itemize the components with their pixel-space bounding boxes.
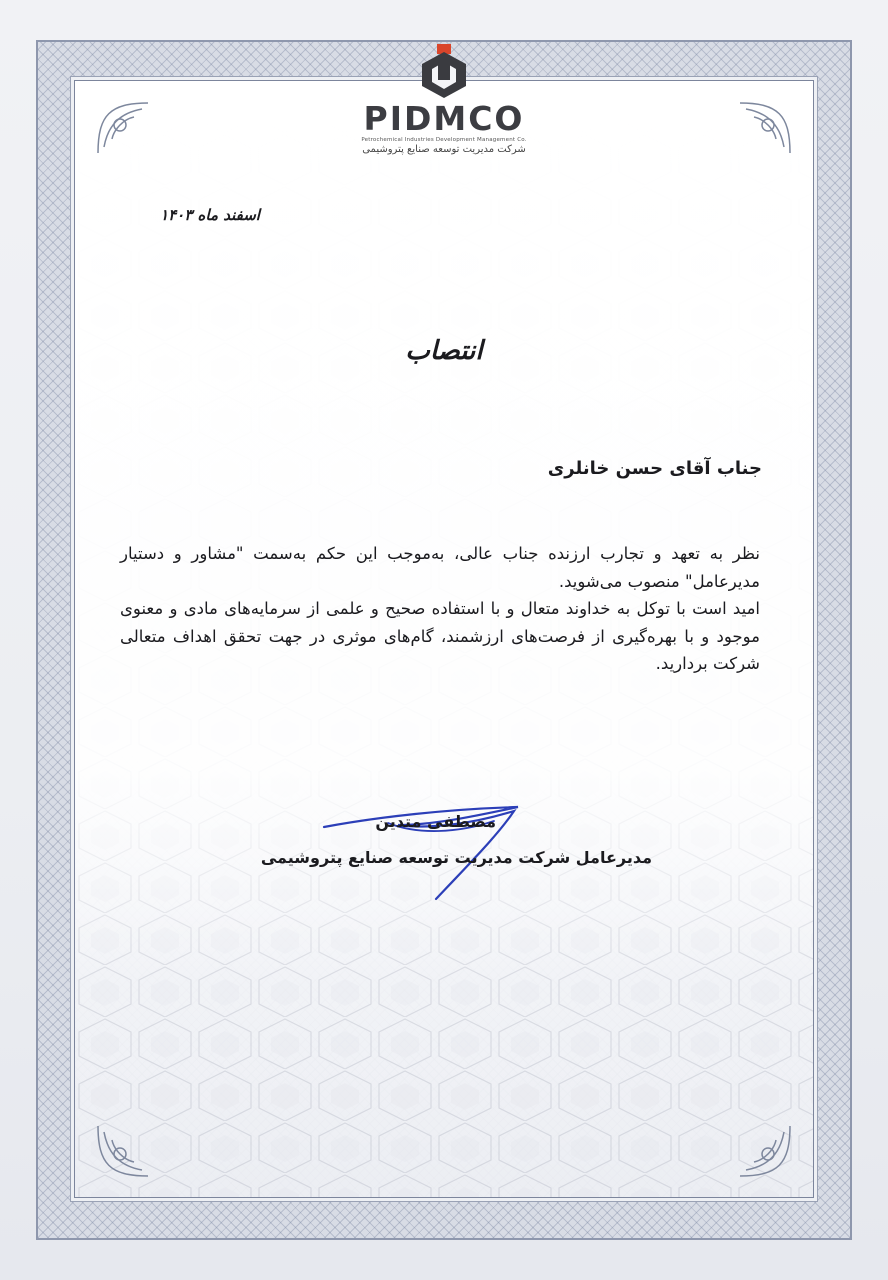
company-logo	[0, 44, 888, 155]
letter-body	[120, 540, 760, 678]
corner-ornament-icon	[732, 1118, 798, 1184]
signer-title: مدیرعامل شرکت مدیریت توسعه صنایع پتروشیمی	[260, 848, 652, 867]
body-paragraph: نظر به تعهد و تجارب ارزنده جناب عالی، به‌موجب این حکم به‌سمت "مشاور و دستیار مدیرعامل" منصوب می‌شوید.	[120, 544, 760, 591]
corner-ornament-icon	[90, 1118, 156, 1184]
logo-subtitle-fa: شرکت مدیریت توسعه صنایع پتروشیمی	[362, 144, 526, 155]
pidmco-logo-icon	[418, 44, 470, 100]
signer-name: مصطفی متدین	[375, 812, 496, 831]
recipient-line: جناب آقای حسن خانلری	[547, 458, 762, 479]
logo-subtitle-en: Petrochemical Industries Development Management Co.	[361, 137, 527, 143]
letter-title: انتصاب	[405, 336, 483, 366]
body-paragraph: امید است با توکل به خداوند متعال و با استفاده صحیح و علمی از سرمایه‌های مادی و معنوی موجود و با بهره‌گیری از فرصت‌های ارزشمند، گام‌های موثری در جهت تحقق اهداف متعالی شرکت بردارید.	[120, 599, 760, 673]
letter-date: اسفند ماه ۱۴۰۳	[160, 206, 260, 224]
logo-wordmark: PIDMCO	[363, 99, 525, 138]
